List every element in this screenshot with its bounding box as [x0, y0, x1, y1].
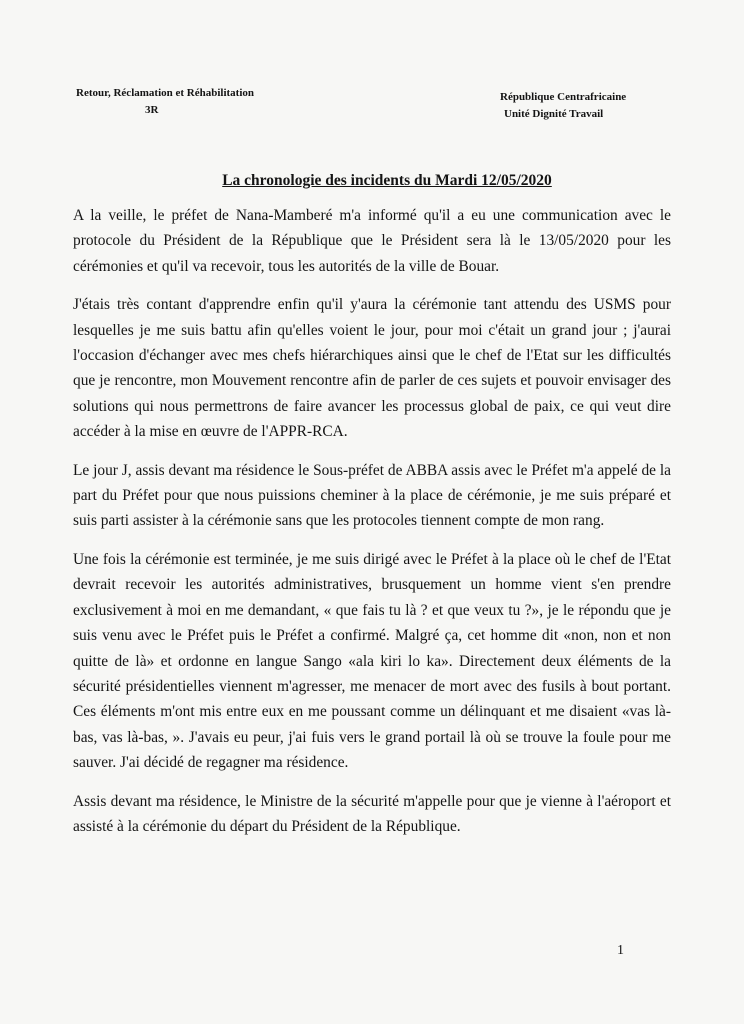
header-org-acronym: 3R [145, 104, 159, 116]
paragraph: Le jour J, assis devant ma résidence le Sous-préfet de ABBA assis avec le Préfet m'a appelé de la part du Préfet pour que nous puissions cheminer à la place de cérémonie, je me suis préparé et suis parti assister à la cérémonie sans que les protocoles tiennent compte de mon rang. [73, 461, 671, 530]
header-motto: Unité Dignité Travail [504, 108, 604, 120]
document-body [73, 203, 671, 852]
paragraph: J'étais très contant d'apprendre enfin qu'il y'aura la cérémonie tant attendu des USMS pour lesquelles je me suis battu afin qu'elles voient le jour, pour moi c'était un grand jour ; j'aurai l'occasion d'échanger avec mes chefs hiérarchiques ainsi que le chef de l'Etat sur les difficultés que je rencontre, mon Mouvement rencontre afin de parler de ces sujets et pouvoir envisager des solutions qui nous permettrons de faire avancer les processus global de paix, ce qui veut dire accéder à la mise en œuvre de l'APPR-RCA. [73, 296, 671, 441]
paragraph: A la veille, le préfet de Nana-Mamberé m'a informé qu'il a eu une communication avec le protocole du Président de la République que le Président sera là le 13/05/2020 pour les cérémonies et qu'il va recevoir, tous les autorités de la ville de Bouar. [73, 207, 671, 275]
document-title: La chronologie des incidents du Mardi 12/05/2020 [222, 172, 552, 189]
header-organization [76, 85, 254, 119]
page-number: 1 [617, 943, 624, 958]
paragraph: Une fois la cérémonie est terminée, je me suis dirigé avec le Préfet à la place où le chef de l'Etat devrait recevoir les autorités administratives, brusquement un homme vient s'en prendre exclusivement à moi en me demandant, « que fais tu là ? et que veux tu ?», je le répondu que je suis venu avec le Préfet puis le Préfet a confirmé. Malgré ça, cet homme dit «non, non et non quitte de là» et ordonne en langue Sango «ala kiri lo ka». Directement deux éléments de la sécurité présidentielles viennent m'agresser, me menacer de mort avec des fusils à bout portant. Ces éléments m'ont mis entre eux en me poussant comme un délinquant et me disaient «vas là-bas, vas là-bas, ». J'avais eu peur, j'ai fuis vers le grand portail là où se trouve la foule pour me sauver. J'ai décidé de regagner ma résidence. [73, 550, 671, 772]
header-country-name: République Centrafricaine [500, 91, 627, 103]
paragraph: Assis devant ma résidence, le Ministre de la sécurité m'appelle pour que je vienne à l'aéroport et assisté à la cérémonie du départ du Président de la République. [73, 792, 671, 835]
header-org-name: Retour, Réclamation et Réhabilitation [76, 87, 255, 99]
header-country [500, 89, 626, 123]
